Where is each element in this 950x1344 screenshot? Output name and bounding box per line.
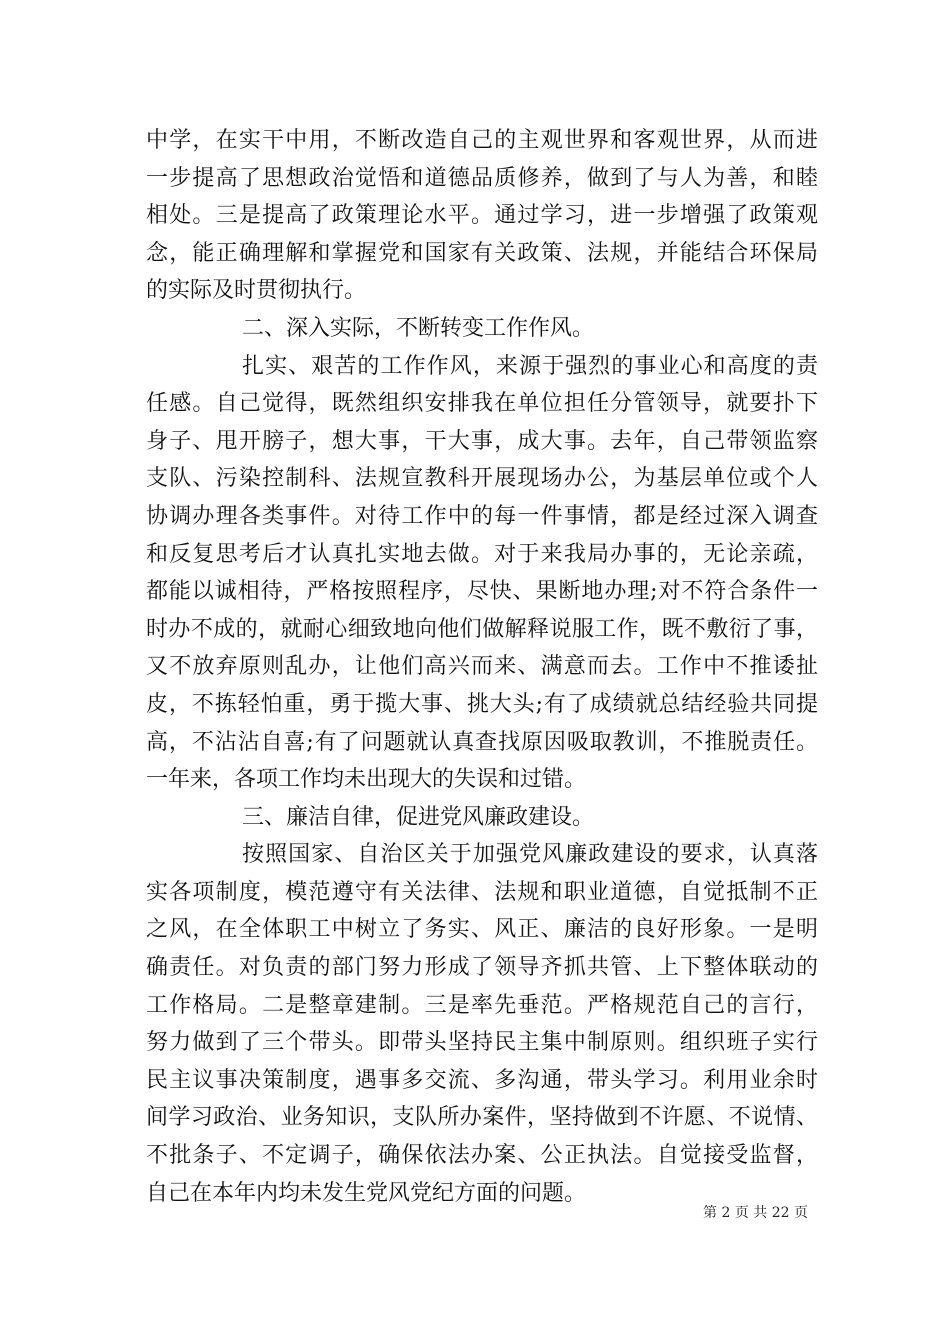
text-line: 不批条子、不定调子，确保依法办案、公正执法。自觉接受监督， [146,1143,818,1169]
text-line: 实各项制度，模范遵守有关法律、法规和职业道德，自觉抵制不正 [146,879,818,905]
text-line: 民主议事决策制度，遇事多交流、多沟通，带头学习。利用业余时 [146,1067,818,1093]
text-line: 皮，不拣轻怕重，勇于揽大事、挑大头;有了成绩就总结经验共同提 [146,691,818,717]
text-line: 间学习政治、业务知识，支队所办案件，坚持做到不许愿、不说情、 [146,1105,818,1131]
text-line: 工作格局。二是整章建制。三是率先垂范。严格规范自己的言行， [146,992,818,1018]
text-line: 确责任。对负责的部门努力形成了领导齐抓共管、上下整体联动的 [146,955,818,981]
text-line: 三、廉洁自律，促进党风廉政建设。 [242,804,595,830]
body-text [146,122,818,1212]
text-line: 相处。三是提高了政策理论水平。通过学习，进一步增强了政策观 [146,203,818,229]
text-line: 念，能正确理解和掌握党和国家有关政策、法规，并能结合环保局 [146,240,818,266]
text-line: 协调办理各类事件。对待工作中的每一件事情，都是经过深入调查 [146,503,818,529]
text-line: 努力做到了三个带头。即带头坚持民主集中制原则。组织班子实行 [146,1030,818,1056]
text-line: 扎实、艰苦的工作作风，来源于强烈的事业心和高度的责 [242,353,818,379]
text-line: 的实际及时贯彻执行。 [146,278,367,304]
text-line: 都能以诚相待，严格按照程序，尽快、果断地办理;对不符合条件一 [146,579,818,605]
page-number: 第 2 页 共 22 页 [703,1205,808,1221]
text-line: 二、深入实际，不断转变工作作风。 [242,315,595,341]
text-line: 时办不成的，就耐心细致地向他们做解释说服工作，既不敷衍了事， [146,616,818,642]
text-line: 按照国家、自治区关于加强党风廉政建设的要求，认真落 [242,842,818,868]
text-line: 身子、甩开膀子，想大事，干大事，成大事。去年，自己带领监察 [146,428,818,454]
text-line: 和反复思考后才认真扎实地去做。对于来我局办事的，无论亲疏， [146,541,818,567]
text-line: 之风，在全体职工中树立了务实、风正、廉洁的良好形象。一是明 [146,917,818,943]
text-line: 高，不沾沾自喜;有了问题就认真查找原因吸取教训，不推脱责任。 [146,729,818,755]
text-line: 任感。自己觉得，既然组织安排我在单位担任分管领导，就要扑下 [146,391,818,417]
text-line: 自己在本年内均未发生党风党纪方面的问题。 [146,1180,587,1206]
text-line: 一步提高了思想政治觉悟和道德品质修养，做到了与人为善，和睦 [146,165,818,191]
text-line: 一年来，各项工作均未出现大的失误和过错。 [146,767,587,793]
text-line: 中学，在实干中用，不断改造自己的主观世界和客观世界，从而进 [146,128,818,153]
text-line: 支队、污染控制科、法规宣教科开展现场办公，为基层单位或个人 [146,466,818,492]
text-line: 又不放弃原则乱办，让他们高兴而来、满意而去。工作中不推诿扯 [146,654,818,680]
